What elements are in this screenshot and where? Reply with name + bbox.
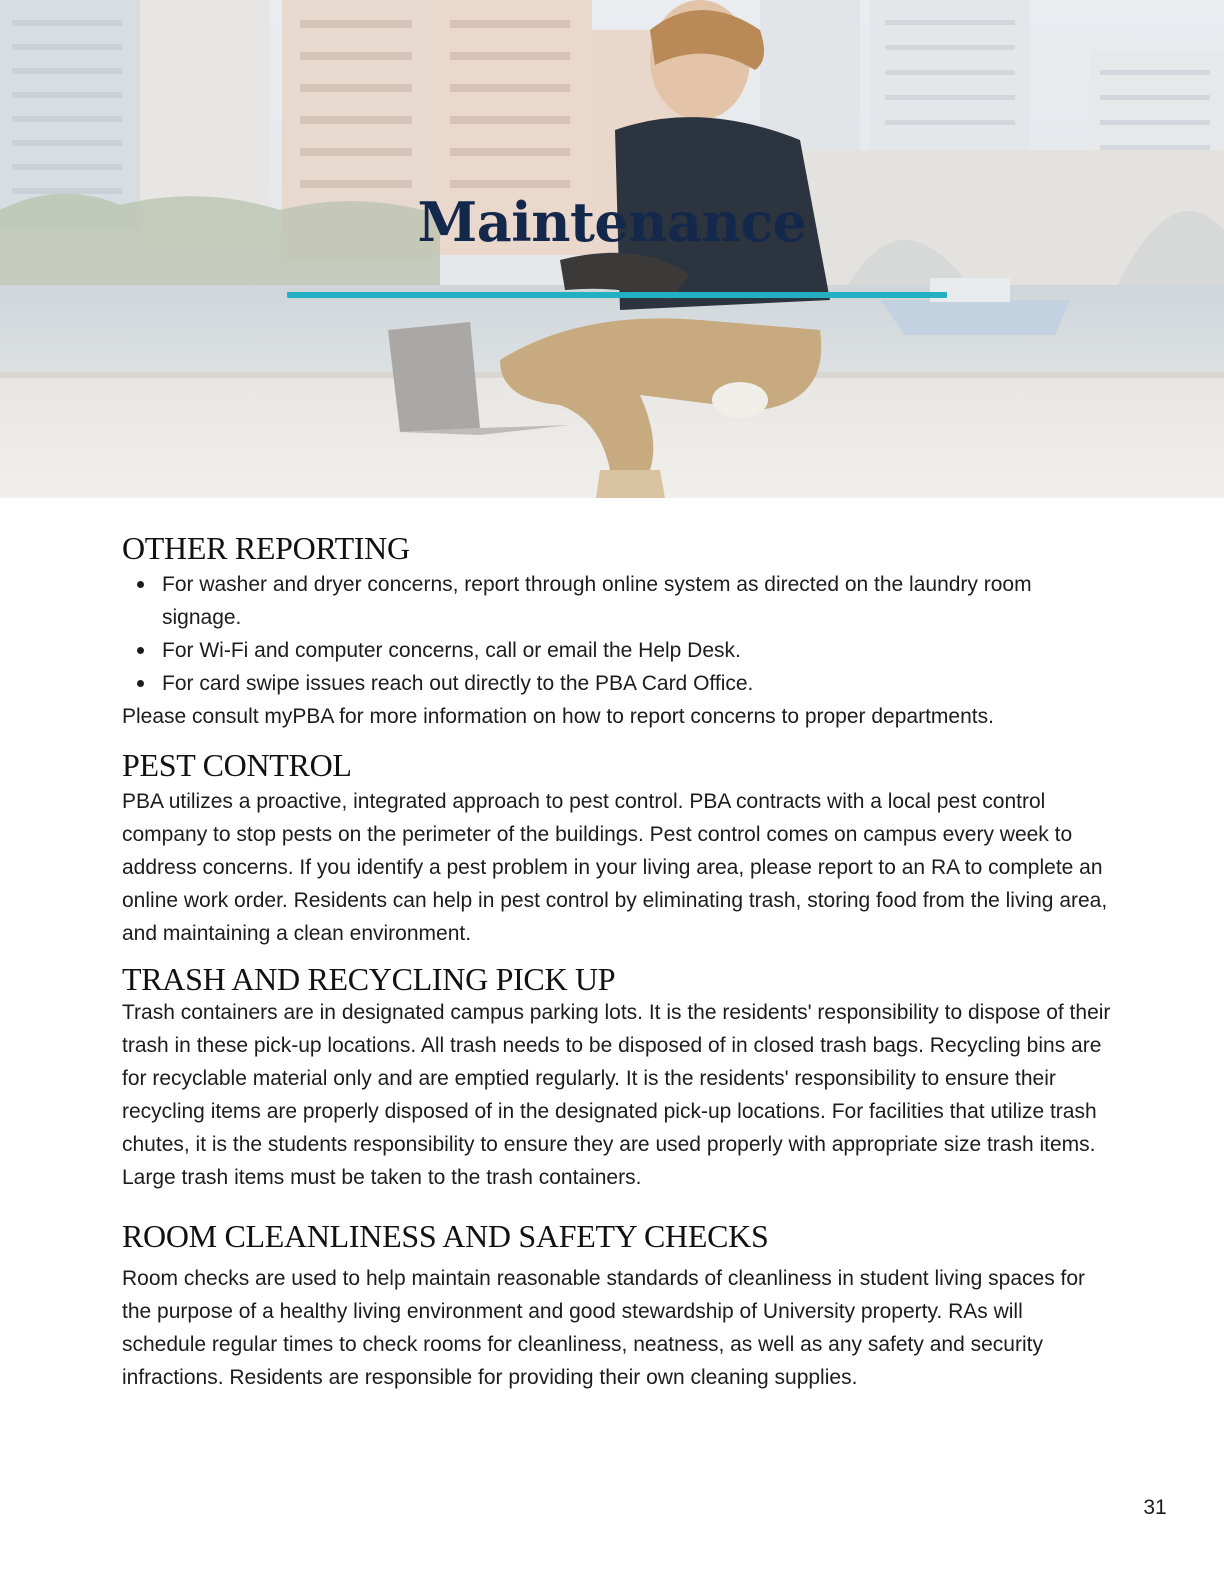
title-underline <box>287 292 947 298</box>
section-heading: ROOM CLEANLINESS AND SAFETY CHECKS <box>122 1218 769 1254</box>
hero-banner <box>0 0 1224 498</box>
section-heading: PEST CONTROL <box>122 747 352 783</box>
section-room-checks <box>122 1216 1112 1394</box>
section-heading: TRASH AND RECYCLING PICK UP <box>122 961 616 997</box>
page-content <box>122 528 1112 1394</box>
list-item: For card swipe issues reach out directly to the PBA Card Office. <box>162 667 1112 700</box>
section-heading: OTHER REPORTING <box>122 530 410 566</box>
section-other-reporting <box>122 528 1112 733</box>
section-body: Trash containers are in designated campus parking lots. It is the residents' responsibility to dispose of their trash in these pick-up locations. All trash needs to be disposed of in closed trash bags. Recycling bins are for recyclable material only and are emptied regularly. It is the residents' responsibility to ensure their recycling items are properly disposed of in the designated pick-up locations. For facilities that utilize trash chutes, it is the students responsibility to ensure they are used properly with appropriate size trash items. Large trash items must be taken to the trash containers. <box>122 1001 1111 1189</box>
section-body: Room checks are used to help maintain reasonable standards of cleanliness in student living spaces for the purpose of a healthy living environment and good stewardship of University property. RAs will schedule regular times to check rooms for cleanliness, neatness, as well as any safety and security infractions. Residents are responsible for providing their own cleaning supplies. <box>122 1267 1086 1389</box>
section-pest-control <box>122 745 1112 950</box>
page-title: Maintenance <box>417 190 807 254</box>
page-number: 31 <box>1143 1496 1167 1519</box>
list-item: For washer and dryer concerns, report through online system as directed on the laundry room signage. <box>162 568 1112 634</box>
section-note: Please consult myPBA for more information on how to report concerns to proper departments. <box>122 705 994 728</box>
bullet-list <box>122 568 1112 700</box>
list-item: For Wi-Fi and computer concerns, call or email the Help Desk. <box>162 634 1112 667</box>
section-trash-recycling <box>122 962 1112 1194</box>
section-body: PBA utilizes a proactive, integrated approach to pest control. PBA contracts with a local pest control company to stop pests on the perimeter of the buildings. Pest control comes on campus every week to address concerns. If you identify a pest problem in your living area, please report to an RA to complete an online work order. Residents can help in pest control by eliminating trash, storing food from the living area, and maintaining a clean environment. <box>122 790 1108 945</box>
